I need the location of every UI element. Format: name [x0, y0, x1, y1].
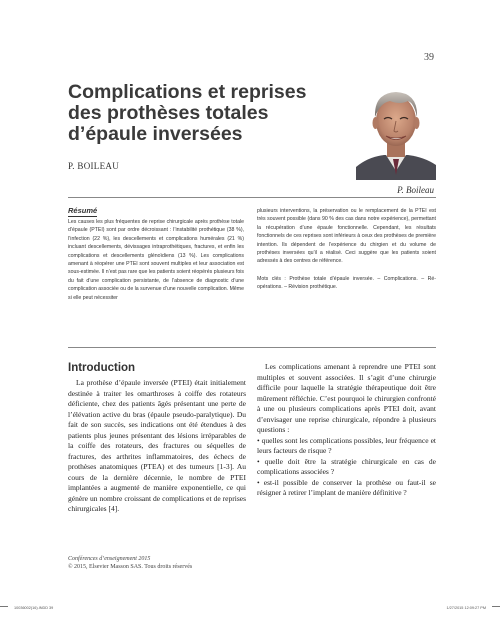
crop-mark: [0, 606, 8, 607]
copyright-notice: © 2015, Elsevier Masson SAS. Tous droits réservés: [68, 564, 193, 570]
keywords: Mots clés : Prothèse totale d’épaule inversée. – Complications. – Ré-opérations. – Révision prothétique.: [257, 275, 436, 291]
abstract-column-left: [68, 218, 244, 302]
slug-right: 1/27/2015 12:09:27 PM: [446, 606, 486, 610]
intro-paragraph: La prothèse d’épaule inversée (PTEI) était initialement destinée à traiter les omarthroses à coiffe des rotateurs déficiente, chez des patients âgés présentant une perte de l’élévation active du bras (épaule pseudo-paralytique). Du fait de son succès, ses indications ont été étendues à des patients plus jeunes présentant des lésions irréparables de la coiffe des rotateurs, des fractures ou séquelles de fractures, des arthrites inflammatoires, des échecs de prothèses anatomiques (PTEA) et des tumeurs [1-3]. Au cours de la dernière décennie, le nombre de PTEI implantées a augmenté de manière exponentielle, ce qui génère un nombre croissant de complications et de reprises chirurgicales [4].: [68, 378, 246, 513]
journal-name: Conférences d’enseignement 2015: [68, 556, 151, 562]
abstract-heading: Résumé: [68, 206, 98, 215]
photo-caption: P. Boileau: [397, 185, 434, 195]
author-photo: [356, 79, 436, 180]
abstract-text: Les causes les plus fréquentes de reprise chirurgicale après prothèse totale d’épaule (PTEI) sont par ordre décroissant : l’instabilité prothétique (38 %), l’infection (22 %), les descellements et complications humérales (21 %) incluant descellements, dévissages intraprothétiques, fractures, et enfin les complications et descellements glénoïdiens (13 %). Les complications amenant à réopérer une PTEI sont souvent multiples et leur association est sous-estimée. Il n’est pas rare que les patients soient réopérés plusieurs fois du fait d’une complication persistante, de l’absence de diagnostic d’une complication associée ou de la survenue d’une nouvelle complication. Même si elle peut nécessiter: [68, 219, 244, 301]
intro-column-right: [257, 362, 436, 499]
page-number: 39: [424, 52, 434, 63]
author-name: P. BOILEAU: [68, 161, 120, 171]
article-title: Complications et reprises des prothèses totales d’épaule inversées: [68, 81, 307, 145]
abstract-divider: [68, 347, 436, 348]
crop-mark: [492, 606, 500, 607]
portrait-image: [356, 79, 436, 180]
question-item: • quelles sont les complications possibles, leur fréquence et leurs facteurs de risque ?: [257, 435, 436, 455]
intro-column-left: [68, 378, 246, 515]
header-divider: [68, 197, 436, 198]
slug-left: 10036002(16).INDD 39: [14, 606, 54, 610]
question-item: • quelle doit être la stratégie chirurgicale en cas de complications associées ?: [257, 456, 436, 476]
intro-paragraph: Les complications amenant à reprendre une PTEI sont multiples et souvent associées. Il s’agit d’une chirurgie difficile pour laquelle la stratégie thérapeutique doit être mûrement réfléchie. C’est pourquoi le chirurgien confronté à une ou plusieurs complications après PTEI doit, avant d’envisager une reprise chirurgicale, répondre à plusieurs questions :: [257, 362, 436, 434]
section-heading-introduction: Introduction: [68, 362, 136, 374]
abstract-text: plusieurs interventions, la préservation ou le remplacement de la PTEI est très souvent possible (dans 90 % des cas dans notre expérience), permettant la récupération d’une épaule fonctionnelle. Cependant, les résultats fonctionnels de ces reprises sont inférieurs à ceux des prothèses de première intention. Ils dépendent de l’expérience du chirgien et du volume de prothèses inversées qu’il a réalisé. Ceci suggère que les patients soient adressés à des centres de référence.: [257, 208, 436, 265]
abstract-column-right: [257, 207, 436, 292]
footer: [68, 555, 192, 571]
question-item: • est-il possible de conserver la prothèse ou faut-il se résigner à retirer l’implant de manière définitive ?: [257, 477, 436, 497]
